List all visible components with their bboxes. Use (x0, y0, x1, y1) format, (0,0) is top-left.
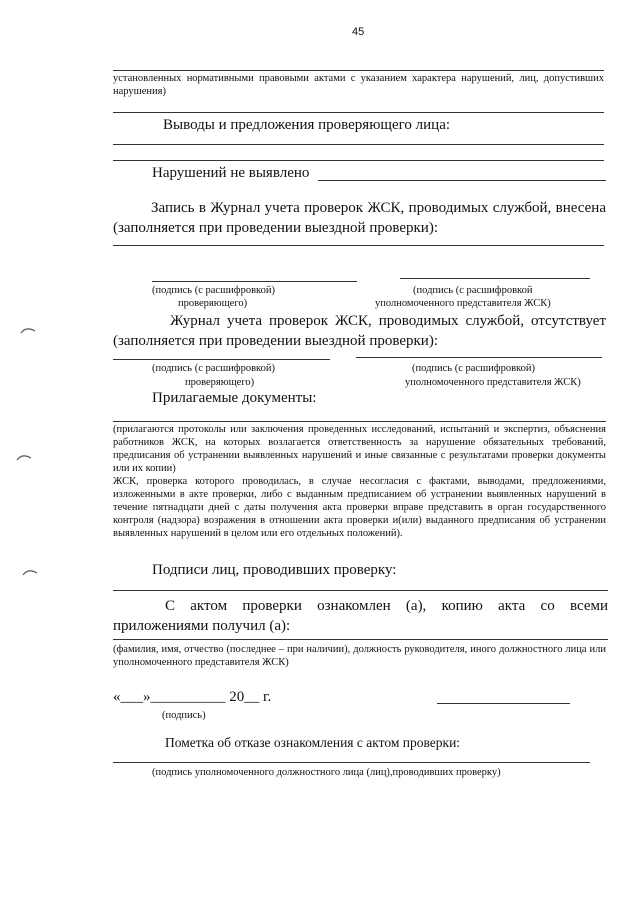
sig2-left-label-1: (подпись (с расшифровкой) (152, 363, 275, 374)
day-blank: ___ (120, 689, 143, 705)
official-signature-note: (подпись уполномоченного должностного лица (лиц),проводивших проверку) (152, 767, 501, 778)
sig2-right-label-1: (подпись (с расшифровкой) (412, 363, 535, 374)
sig1-left-label-1: (подпись (с расшифровкой) (152, 285, 275, 296)
sig2-right-label-2: уполномоченного представителя ЖСК) (405, 377, 581, 388)
signature-label: (подпись) (162, 710, 206, 721)
fill-line (113, 245, 604, 246)
fill-line (113, 112, 604, 113)
no-violations-line (318, 180, 606, 181)
binding-mark-icon (22, 567, 38, 577)
fill-line (113, 144, 604, 145)
top-note: установленных нормативными правовыми актами с указанием характера нарушений, лиц, допустивших нарушения) (113, 73, 604, 97)
month-blank: __________ (150, 689, 226, 705)
acquainted-text: С актом проверки ознакомлен (а), копию акта со всеми приложениями получил (а): (113, 598, 608, 634)
binding-mark-icon (20, 325, 36, 335)
no-violations-label: Нарушений не выявлено (152, 165, 310, 181)
page-number: 45 (352, 26, 365, 38)
fio-note: (фамилия, имя, отчество (последнее – при наличии), должность руководителя, иного должностного лица или уполномоченного представителя ЖСК) (113, 644, 606, 668)
fill-line (113, 421, 606, 422)
year-suffix: г. (263, 689, 272, 705)
journal-entry-text: Запись в Журнал учета проверок ЖСК, проводимых службой, внесена (заполняется при проведении выездной проверки): (113, 200, 606, 236)
objection-note: ЖСК, проверка которого проводилась, в случае несогласия с фактами, выводами, предложениями, изложенными в акте проверки, либо с выданным предписанием об устранении выявленных нарушений в течение пятнадцати дней с даты получения акта проверки вправе представить в орган государственного контроля (надзора) возражения в отношении акта проверки и(или) выданного предписания об устранении выявленных нарушений в целом или его отдельных положений). (113, 476, 606, 539)
year-blank: __ (244, 689, 260, 705)
signature-line-representative (356, 357, 602, 358)
fill-line (113, 590, 608, 591)
sig1-right-label-1: (подпись (с расшифровкой (413, 285, 533, 296)
sig1-left-label-2: проверяющего) (178, 298, 248, 309)
inspectors-signatures-heading: Подписи лиц, проводивших проверку: (152, 562, 397, 578)
date-line (113, 688, 271, 707)
sig2-left-label-2: проверяющего) (185, 377, 255, 388)
signature-line-inspector (152, 281, 357, 282)
fill-line (113, 639, 608, 640)
date-close-quote: » (143, 689, 151, 705)
signature-line-inspector (113, 359, 330, 360)
refusal-mark: Пометка об отказе ознакомления с актом проверки: (165, 735, 461, 750)
fill-line (113, 70, 604, 71)
fill-line (113, 160, 604, 161)
journal-absent-text: Журнал учета проверок ЖСК, проводимых службой, отсутствует (заполняется при проведении выездной проверки): (113, 313, 606, 349)
signature-line (437, 703, 570, 704)
year-prefix: 20 (229, 689, 245, 705)
attached-docs-heading: Прилагаемые документы: (152, 390, 317, 406)
fill-line (113, 762, 590, 763)
sig1-right-label-2: уполномоченного представителя ЖСК) (375, 298, 551, 309)
date-open-quote: « (113, 689, 121, 705)
signature-line-representative (400, 278, 590, 279)
binding-mark-icon (16, 452, 32, 462)
attached-docs-note: (прилагаются протоколы или заключения проведенных исследований, испытаний и экспертиз, объяснения работников ЖСК, на которых возлагается ответственность за нарушение обязательных требований, предписания об устранении выявленных нарушений и иные связанные с результатами проверки документы или их копии) (113, 424, 606, 474)
conclusions-heading: Выводы и предложения проверяющего лица: (163, 117, 451, 133)
